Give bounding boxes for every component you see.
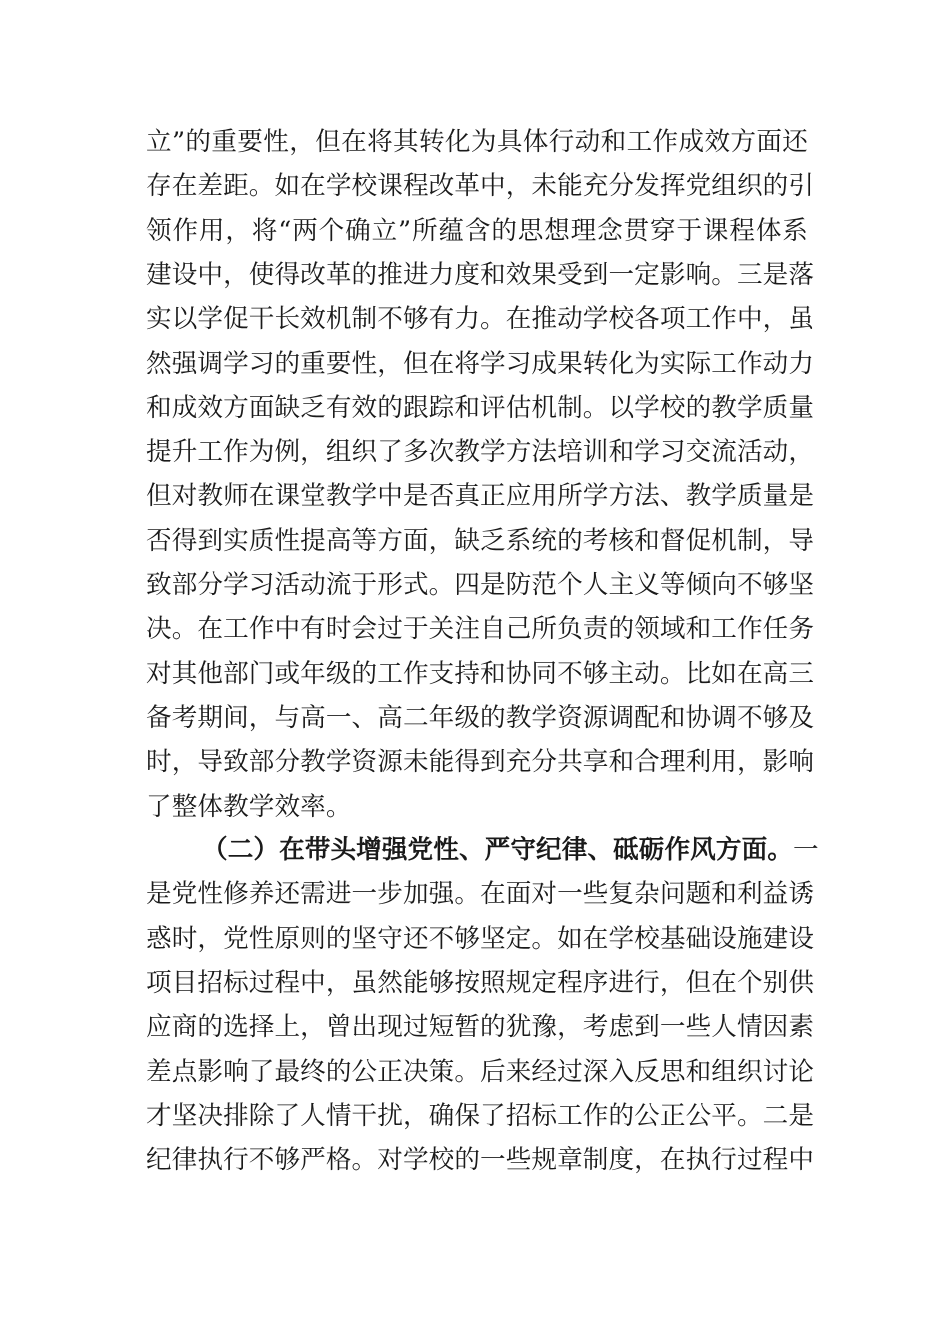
paragraph-line: 和成效方面缺乏有效的跟踪和评估机制。以学校的教学质量 xyxy=(146,392,815,423)
paragraph-line: 对其他部门或年级的工作支持和协同不够主动。比如在高三 xyxy=(146,658,815,689)
heading-line-rest: 一 xyxy=(792,835,819,865)
paragraph-line: 实以学促干长效机制不够有力。在推动学校各项工作中，虽 xyxy=(146,304,815,335)
paragraph-line: 差点影响了最终的公正决策。后来经过深入反思和组织讨论 xyxy=(146,1056,815,1087)
paragraph-line: 项目招标过程中，虽然能够按照规定程序进行，但在个别供 xyxy=(146,967,815,998)
paragraph-line: 决。在工作中有时会过于关注自己所负责的领域和工作任务 xyxy=(146,614,815,645)
paragraph-line: 存在差距。如在学校课程改革中，未能充分发挥党组织的引 xyxy=(146,171,815,202)
paragraph-line: 时，导致部分教学资源未能得到充分共享和合理利用，影响 xyxy=(146,747,815,778)
paragraph-line: 建设中，使得改革的推进力度和效果受到一定影响。三是落 xyxy=(146,259,815,290)
paragraph-line: 才坚决排除了人情干扰，确保了招标工作的公正公平。二是 xyxy=(146,1100,815,1131)
section-heading: （二）在带头增强党性、严守纪律、砥砺作风方面。 xyxy=(202,835,793,865)
section-heading-line xyxy=(202,833,819,867)
paragraph-line: 否得到实质性提高等方面，缺乏系统的考核和督促机制，导 xyxy=(146,525,815,556)
paragraph-line: 然强调学习的重要性，但在将学习成果转化为实际工作动力 xyxy=(146,348,815,379)
paragraph-line: 立”的重要性，但在将其转化为具体行动和工作成效方面还 xyxy=(146,127,808,157)
paragraph-line: 致部分学习活动流于形式。四是防范个人主义等倾向不够坚 xyxy=(146,570,815,600)
paragraph-line: 应商的选择上，曾出现过短暂的犹豫，考虑到一些人情因素 xyxy=(146,1012,815,1043)
paragraph-line: 是党性修养还需进一步加强。在面对一些复杂问题和利益诱 xyxy=(146,879,815,910)
paragraph-line: 纪律执行不够严格。对学校的一些规章制度，在执行过程中 xyxy=(146,1145,815,1176)
paragraph-line: 领作用，将“两个确立”所蕴含的思想理念贯穿于课程体系 xyxy=(146,215,808,246)
paragraph-line: 但对教师在课堂教学中是否真正应用所学方法、教学质量是 xyxy=(146,481,815,512)
paragraph-line: 备考期间，与高一、高二年级的教学资源调配和协调不够及 xyxy=(146,702,815,733)
paragraph-line: 提升工作为例，组织了多次教学方法培训和学习交流活动， xyxy=(146,437,815,468)
paragraph-line: 惑时，党性原则的坚守还不够坚定。如在学校基础设施建设 xyxy=(146,923,815,954)
paragraph-line: 了整体教学效率。 xyxy=(146,791,352,822)
